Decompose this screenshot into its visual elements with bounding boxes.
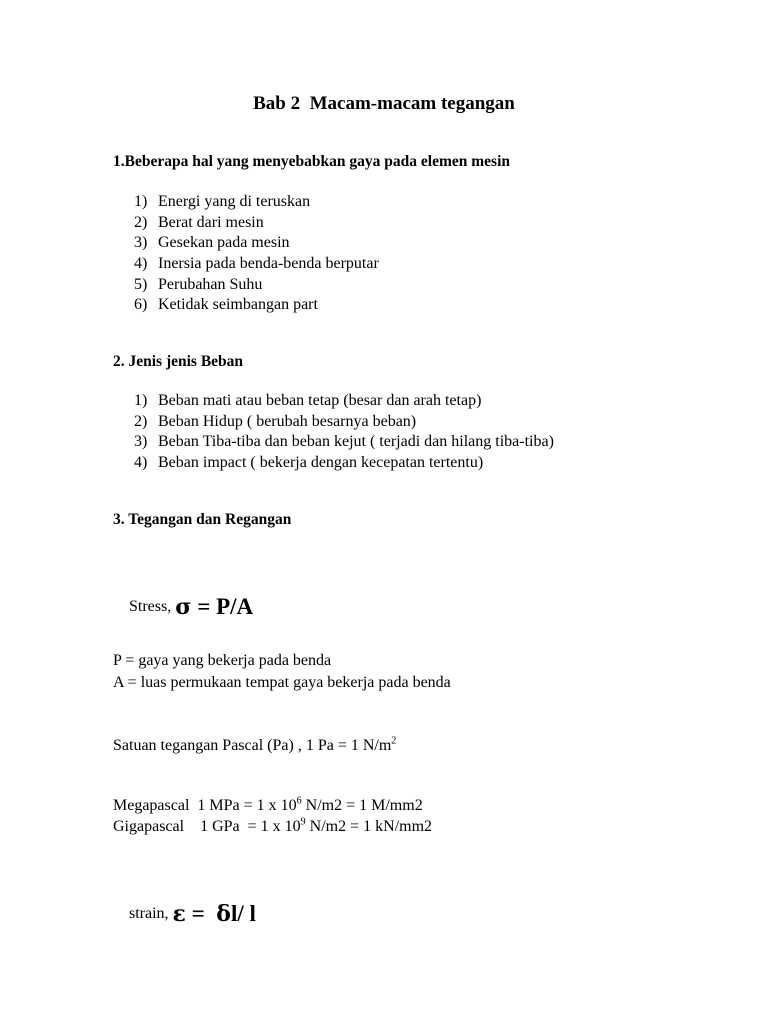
section-1-list bbox=[134, 192, 379, 316]
satuan-line: Satuan tegangan Pascal (Pa) , 1 Pa = 1 $N/m^2$ bbox=[113, 735, 397, 754]
stress-formula: Stress, σ = P/A bbox=[129, 594, 254, 620]
section-3-heading: 3. Tegangan dan Regangan bbox=[113, 511, 292, 528]
list-item: 4) Beban impact ( bekerja dengan kecepatan tertentu) bbox=[134, 454, 484, 472]
list-item: 2) Berat dari mesin bbox=[134, 213, 264, 231]
megapascal-line: Megapascal 1 MPa = 1 x $10^6$ N/m2 = 1 M/mm2 bbox=[113, 795, 423, 814]
list-item: 6) Ketidak seimbangan part bbox=[134, 296, 318, 314]
section-1-heading: 1.Beberapa hal yang menyebabkan gaya pada elemen mesin bbox=[113, 153, 511, 170]
sigma-symbol: σ bbox=[175, 594, 192, 620]
page-title: Bab 2 Macam-macam tegangan bbox=[253, 93, 515, 114]
section-2-heading: 2. Jenis jenis Beban bbox=[113, 353, 244, 370]
strain-formula: strain, ε = δl/ l bbox=[129, 901, 256, 927]
list-item: 2) Beban Hidup ( berubah besarnya beban) bbox=[134, 412, 417, 430]
gigapascal-line: Gigapascal 1 GPa = 1 x $10^9$ N/m2 = 1 kN/mm2 bbox=[113, 816, 433, 835]
epsilon-symbol: ε bbox=[172, 901, 186, 927]
list-item: 3) Gesekan pada mesin bbox=[134, 234, 290, 252]
list-item: 4) Inersia pada benda-benda berputar bbox=[134, 255, 379, 273]
list-item: 1) Beban mati atau beban tetap (besar dan arah tetap) bbox=[134, 392, 482, 409]
a-definition: A = luas permukaan tempat gaya bekerja pada benda bbox=[113, 674, 451, 691]
section-2-list bbox=[134, 391, 554, 474]
list-item: 5) Perubahan Suhu bbox=[134, 275, 263, 293]
delta-symbol: δ bbox=[216, 901, 231, 927]
list-item: 3) Beban Tiba-tiba dan beban kejut ( terjadi dan hilang tiba-tiba) bbox=[134, 433, 554, 451]
list-item: 1) Energi yang di teruskan bbox=[134, 193, 311, 210]
p-definition: P = gaya yang bekerja pada benda bbox=[113, 652, 332, 669]
